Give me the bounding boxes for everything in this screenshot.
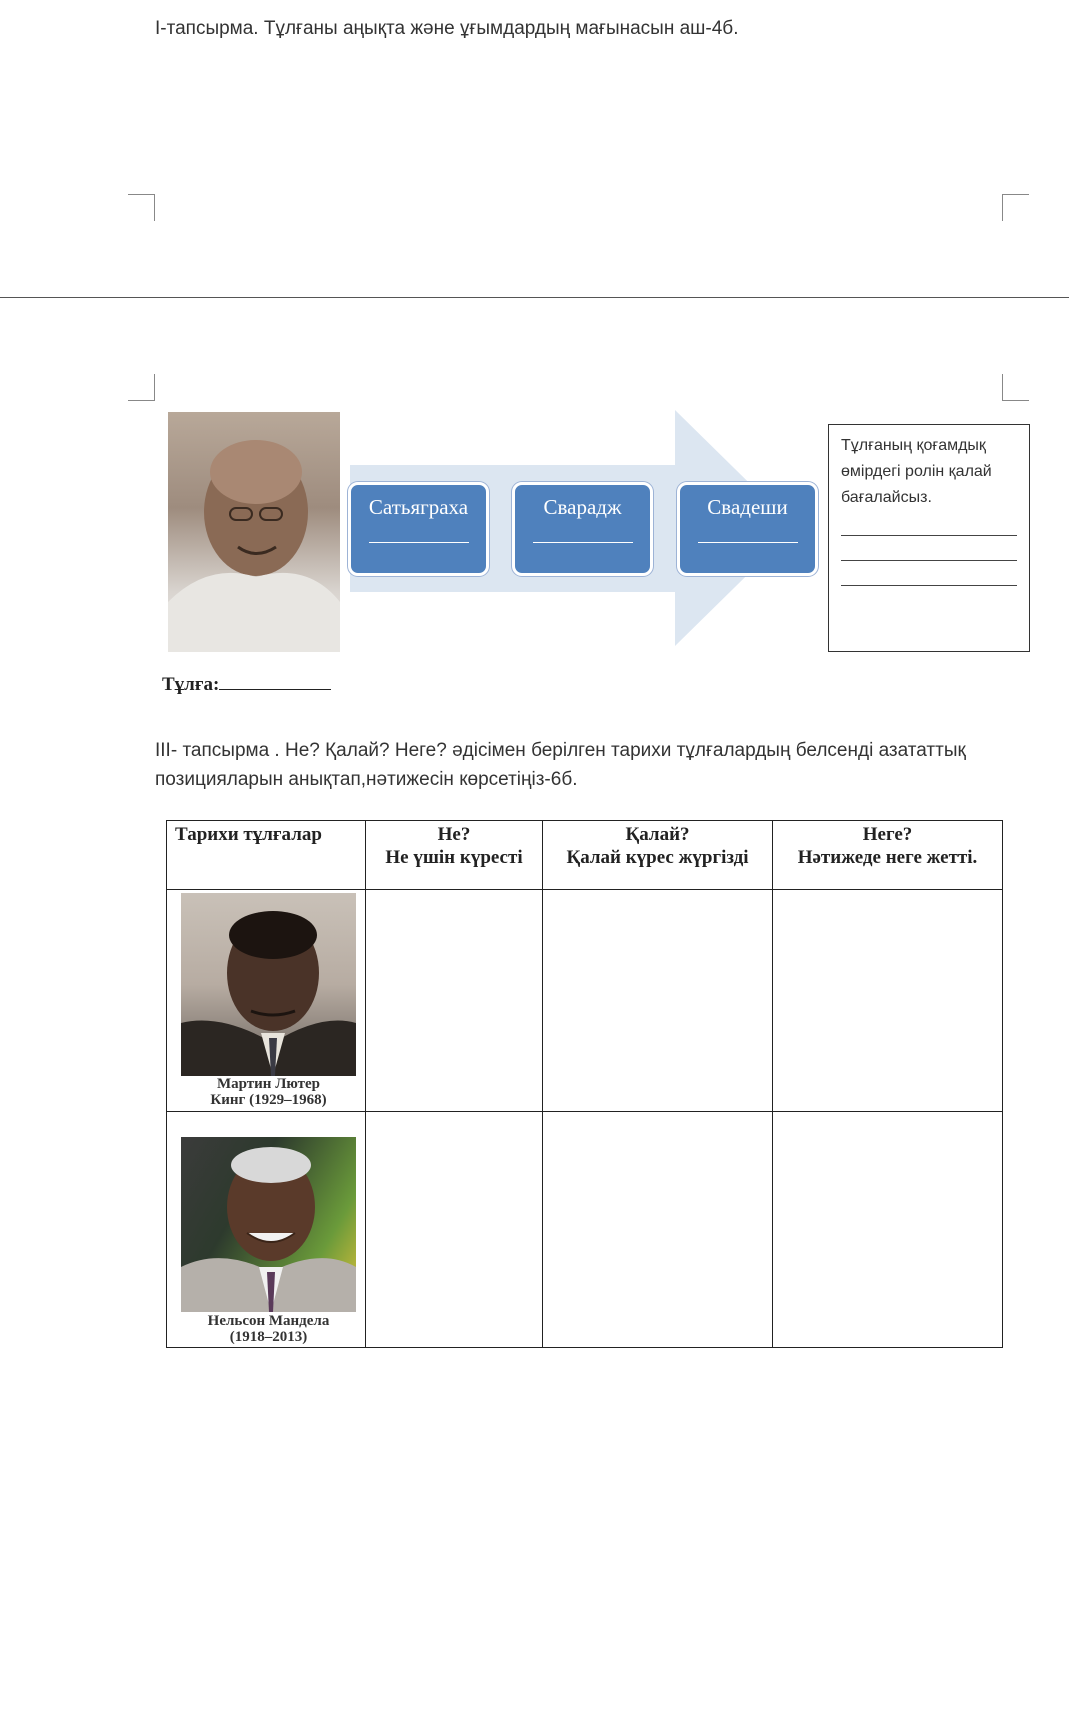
caption-line: (1918–2013)	[229, 1329, 308, 1345]
answer-blank	[369, 530, 469, 543]
role-question-box	[828, 424, 1030, 652]
flow-box-swadeshi	[677, 482, 818, 576]
header-text: Тарихи тұлғалар	[175, 824, 322, 845]
flow-box-swaraj	[512, 482, 653, 576]
answer-blank	[533, 530, 633, 543]
answer-line	[841, 561, 1017, 586]
header-text: Не?	[437, 824, 471, 845]
flow-box-label: Свадеши	[707, 495, 788, 519]
crop-mark-top-right	[1002, 194, 1029, 221]
mandela-photo	[181, 1137, 356, 1312]
answer-line	[841, 536, 1017, 561]
header-text: Қалай?	[625, 824, 690, 845]
mandela-caption	[181, 1313, 356, 1345]
header-subtext: Нәтижеде неге жетті.	[797, 847, 978, 868]
flow-box-satyagraha	[348, 482, 489, 576]
flow-box-label: Сварадж	[543, 495, 622, 519]
header-text: Неге?	[862, 824, 913, 845]
header-historical-figures	[167, 821, 366, 890]
task3-heading: ІІІ- тапсырма . Не? Қалай? Неге? әдісімен берілген тарихи тұлғалардың белсенді азататтық позицияларын анықтап,нәтижесін көрсетіңіз-6б.	[155, 740, 966, 790]
answer-cell[interactable]	[366, 890, 543, 1112]
role-question-text: Тұлғаның қоғамдық өмірдегі ролін қалай бағалайсыз.	[841, 437, 992, 506]
mlk-caption	[181, 1076, 356, 1108]
answer-blank	[698, 530, 798, 543]
caption-line: Кинг (1929–1968)	[210, 1092, 327, 1108]
answer-cell[interactable]	[773, 1112, 1003, 1348]
header-how	[543, 821, 773, 890]
answer-cell[interactable]	[543, 890, 773, 1112]
table-header-row	[167, 821, 1003, 890]
flow-box-label: Сатьяграха	[368, 495, 469, 519]
person-label	[162, 674, 331, 696]
mlk-photo	[181, 893, 356, 1076]
person-label-text: Тұлға:	[162, 674, 220, 695]
page-separator	[0, 297, 1069, 298]
crop-mark-bottom-right	[1002, 374, 1029, 401]
header-why	[773, 821, 1003, 890]
person-answer-blank	[219, 675, 331, 690]
answer-cell[interactable]	[773, 890, 1003, 1112]
answer-cell[interactable]	[543, 1112, 773, 1348]
crop-mark-bottom-left	[128, 374, 155, 401]
header-subtext: Қалай күрес жүргізді	[566, 847, 749, 868]
gandhi-photo	[168, 412, 340, 652]
header-subtext: Не үшін күресті	[385, 847, 523, 868]
crop-mark-top-left	[128, 194, 155, 221]
answer-cell[interactable]	[366, 1112, 543, 1348]
answer-line	[841, 511, 1017, 536]
caption-line: Мартин Лютер	[216, 1076, 320, 1092]
task1-heading: І-тапсырма. Тұлғаны аңықта және ұғымдардың мағынасын аш-4б.	[155, 18, 739, 39]
caption-line: Нельсон Мандела	[207, 1313, 330, 1329]
header-what	[366, 821, 543, 890]
